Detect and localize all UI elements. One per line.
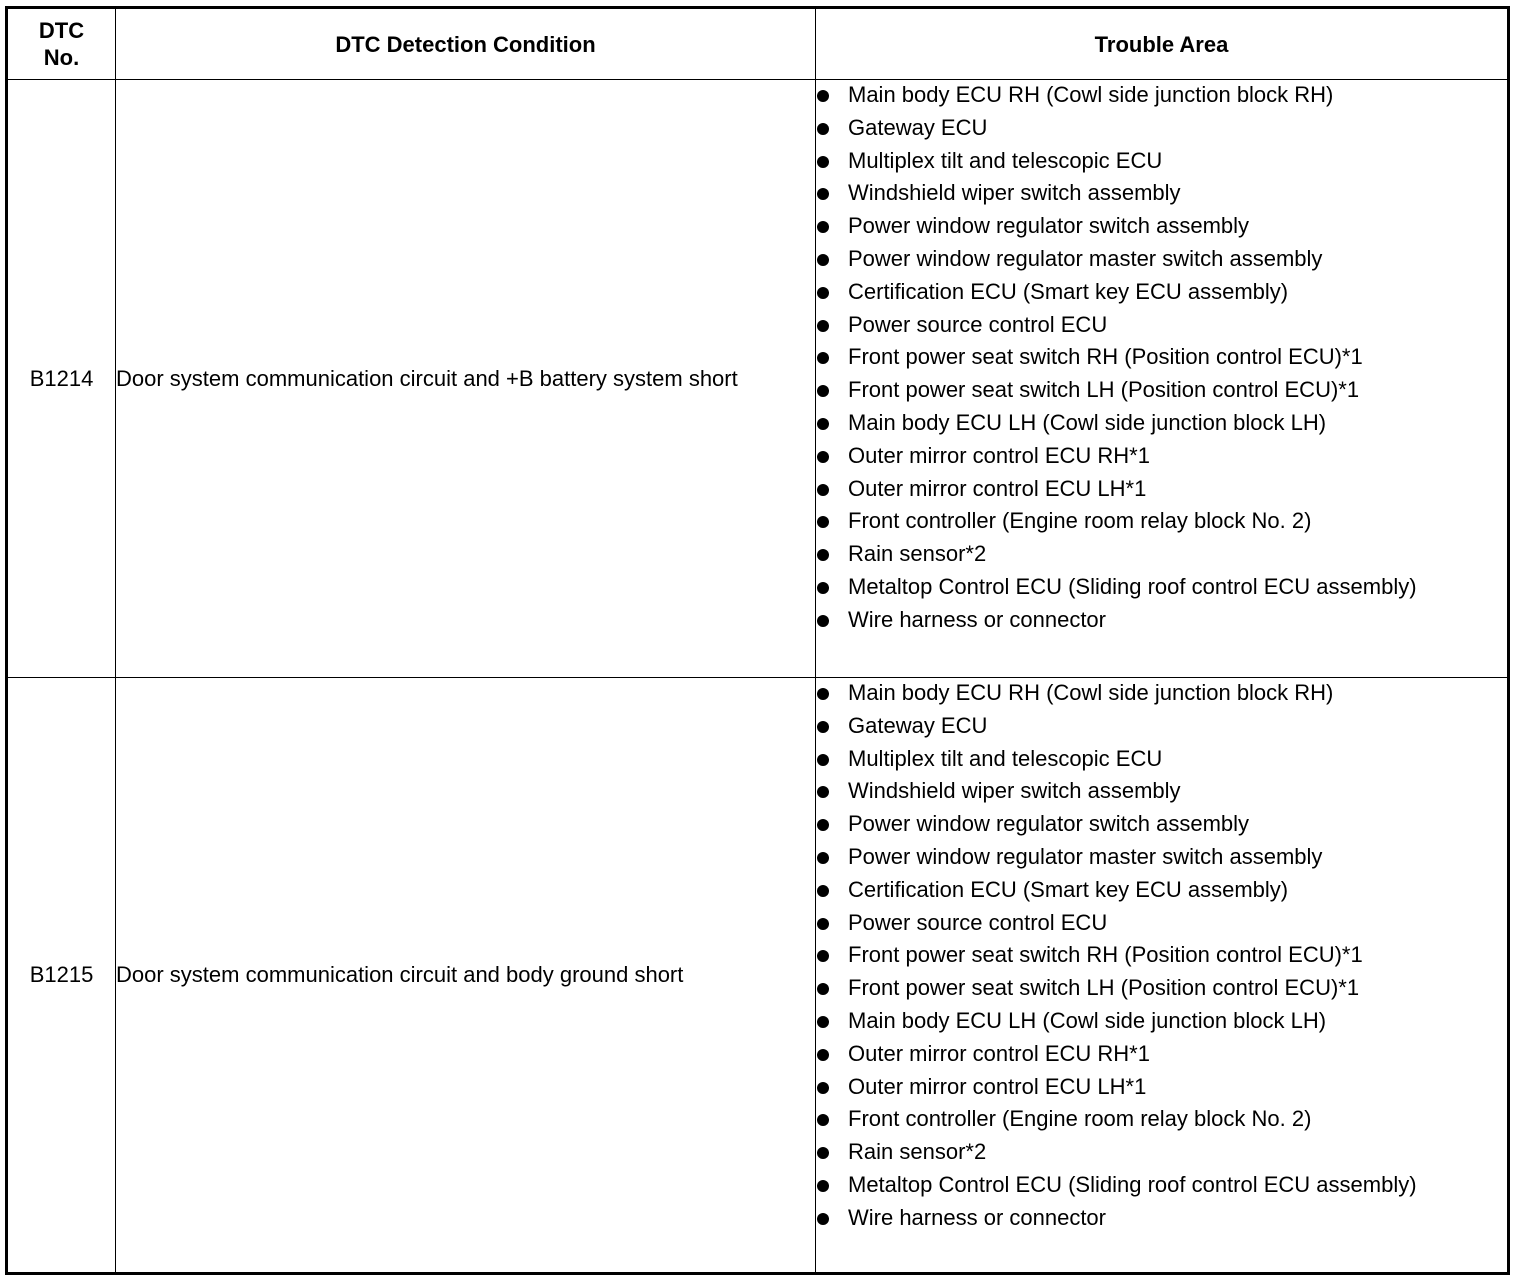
list-item: Power window regulator master switch assembly <box>816 842 1507 872</box>
list-item: Front power seat switch LH (Position control ECU)*1 <box>816 375 1507 405</box>
list-item: Gateway ECU <box>816 113 1507 143</box>
list-item: Power window regulator switch assembly <box>816 809 1507 839</box>
trouble-area-cell <box>816 678 1509 1274</box>
list-item: Front power seat switch RH (Position control ECU)*1 <box>816 342 1507 372</box>
list-item: Front controller (Engine room relay block No. 2) <box>816 506 1507 536</box>
header-condition: DTC Detection Condition <box>116 8 816 80</box>
list-item: Main body ECU LH (Cowl side junction block LH) <box>816 1006 1507 1036</box>
list-item: Main body ECU LH (Cowl side junction block LH) <box>816 408 1507 438</box>
header-row <box>7 8 1509 80</box>
list-item: Outer mirror control ECU RH*1 <box>816 1039 1507 1069</box>
list-item: Front controller (Engine room relay block No. 2) <box>816 1104 1507 1134</box>
list-item: Power source control ECU <box>816 310 1507 340</box>
list-item: Outer mirror control ECU LH*1 <box>816 474 1507 504</box>
list-item: Power source control ECU <box>816 908 1507 938</box>
list-item: Wire harness or connector <box>816 605 1507 635</box>
list-item: Certification ECU (Smart key ECU assembly) <box>816 875 1507 905</box>
list-item: Certification ECU (Smart key ECU assembly) <box>816 277 1507 307</box>
trouble-area-cell <box>816 80 1509 678</box>
list-item: Metaltop Control ECU (Sliding roof control ECU assembly) <box>816 572 1507 602</box>
detection-condition: Door system communication circuit and +B battery system short <box>116 80 816 678</box>
list-item: Rain sensor*2 <box>816 539 1507 569</box>
trouble-area-list <box>816 80 1507 635</box>
list-item: Power window regulator master switch assembly <box>816 244 1507 274</box>
list-item: Multiplex tilt and telescopic ECU <box>816 744 1507 774</box>
list-item: Front power seat switch RH (Position control ECU)*1 <box>816 940 1507 970</box>
header-dtc-no: DTC No. <box>7 8 116 80</box>
list-item: Gateway ECU <box>816 711 1507 741</box>
list-item: Main body ECU RH (Cowl side junction block RH) <box>816 80 1507 110</box>
list-item: Multiplex tilt and telescopic ECU <box>816 146 1507 176</box>
list-item: Outer mirror control ECU RH*1 <box>816 441 1507 471</box>
dtc-code: B1214 <box>7 80 116 678</box>
list-item: Main body ECU RH (Cowl side junction block RH) <box>816 678 1507 708</box>
list-item: Wire harness or connector <box>816 1203 1507 1233</box>
dtc-table <box>5 6 1510 1275</box>
list-item: Metaltop Control ECU (Sliding roof control ECU assembly) <box>816 1170 1507 1200</box>
list-item: Front power seat switch LH (Position control ECU)*1 <box>816 973 1507 1003</box>
trouble-area-list <box>816 678 1507 1233</box>
list-item: Outer mirror control ECU LH*1 <box>816 1072 1507 1102</box>
list-item: Power window regulator switch assembly <box>816 211 1507 241</box>
dtc-code: B1215 <box>7 678 116 1274</box>
list-item: Rain sensor*2 <box>816 1137 1507 1167</box>
header-trouble-area: Trouble Area <box>816 8 1509 80</box>
table-row <box>7 80 1509 678</box>
list-item: Windshield wiper switch assembly <box>816 776 1507 806</box>
table-row <box>7 678 1509 1274</box>
list-item: Windshield wiper switch assembly <box>816 178 1507 208</box>
detection-condition: Door system communication circuit and body ground short <box>116 678 816 1274</box>
